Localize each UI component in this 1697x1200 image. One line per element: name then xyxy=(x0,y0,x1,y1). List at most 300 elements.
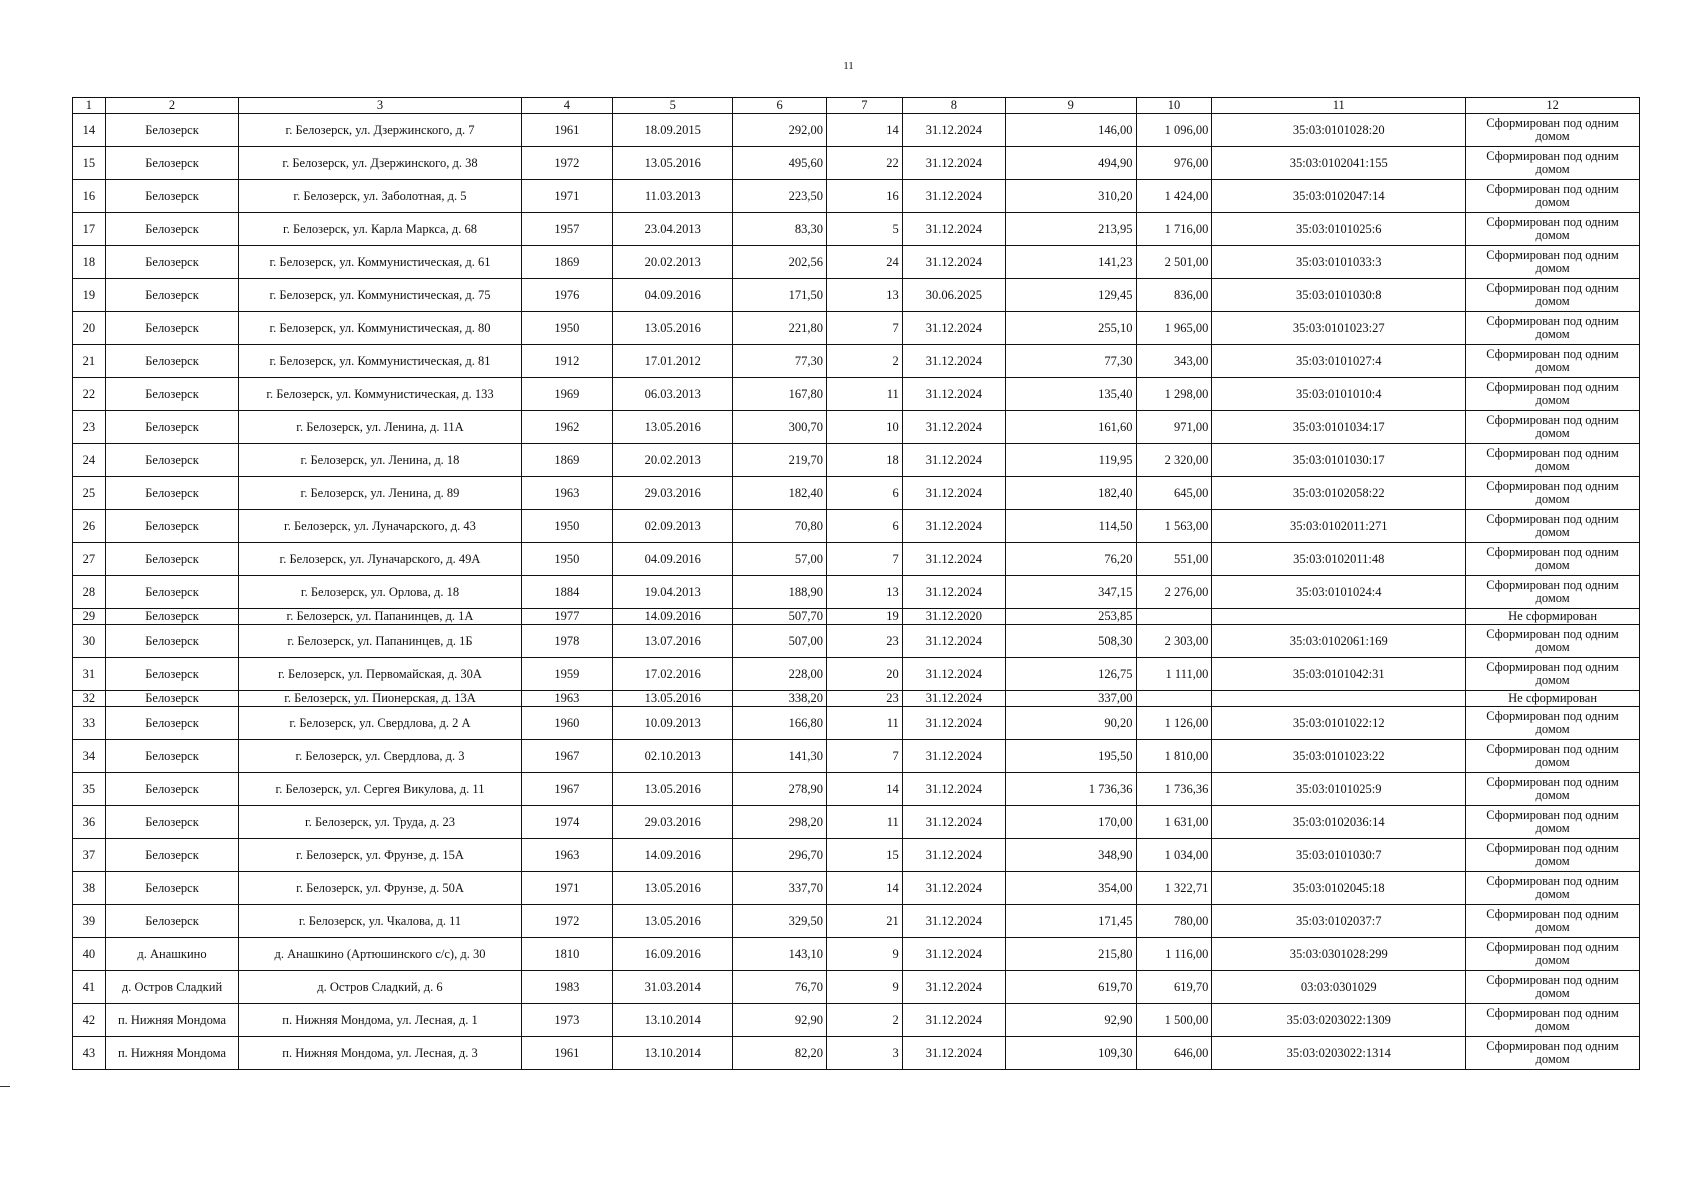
cadastral-number-cell: 35:03:0101010:4 xyxy=(1212,378,1466,411)
settlement-cell: Белозерск xyxy=(105,872,239,905)
housing-registry-table-container xyxy=(72,97,1640,1070)
cadastral-number-cell: 35:03:0101042:31 xyxy=(1212,658,1466,691)
column-header: 3 xyxy=(239,98,521,114)
row-number-cell: 21 xyxy=(73,345,106,378)
area-cell: 223,50 xyxy=(733,180,827,213)
date-cell: 17.01.2012 xyxy=(613,345,733,378)
value-cell: 77,30 xyxy=(1005,345,1136,378)
deadline-cell: 31.12.2024 xyxy=(902,510,1005,543)
date-cell: 13.05.2016 xyxy=(613,773,733,806)
address-cell: г. Белозерск, ул. Заболотная, д. 5 xyxy=(239,180,521,213)
address-cell: г. Белозерск, ул. Ленина, д. 18 xyxy=(239,444,521,477)
status-cell: Сформирован под одним домом xyxy=(1466,411,1640,444)
table-row xyxy=(73,444,1640,477)
status-cell: Сформирован под одним домом xyxy=(1466,510,1640,543)
address-cell: д. Остров Сладкий, д. 6 xyxy=(239,971,521,1004)
value-cell: 119,95 xyxy=(1005,444,1136,477)
deadline-cell: 31.12.2024 xyxy=(902,658,1005,691)
area-cell: 57,00 xyxy=(733,543,827,576)
year-cell: 1974 xyxy=(521,806,613,839)
count-cell: 18 xyxy=(826,444,902,477)
plot-area-cell xyxy=(1136,691,1212,707)
column-header: 11 xyxy=(1212,98,1466,114)
count-cell: 9 xyxy=(826,971,902,1004)
count-cell: 15 xyxy=(826,839,902,872)
value-cell: 337,00 xyxy=(1005,691,1136,707)
plot-area-cell: 1 096,00 xyxy=(1136,114,1212,147)
cadastral-number-cell: 35:03:0101024:4 xyxy=(1212,576,1466,609)
value-cell: 161,60 xyxy=(1005,411,1136,444)
area-cell: 300,70 xyxy=(733,411,827,444)
address-cell: г. Белозерск, ул. Коммунистическая, д. 75 xyxy=(239,279,521,312)
year-cell: 1967 xyxy=(521,740,613,773)
table-row xyxy=(73,773,1640,806)
column-header: 12 xyxy=(1466,98,1640,114)
settlement-cell: Белозерск xyxy=(105,839,239,872)
date-cell: 16.09.2016 xyxy=(613,938,733,971)
row-number-cell: 39 xyxy=(73,905,106,938)
date-cell: 31.03.2014 xyxy=(613,971,733,1004)
deadline-cell: 31.12.2024 xyxy=(902,345,1005,378)
count-cell: 11 xyxy=(826,707,902,740)
status-cell: Сформирован под одним домом xyxy=(1466,938,1640,971)
table-row xyxy=(73,114,1640,147)
value-cell: 494,90 xyxy=(1005,147,1136,180)
address-cell: п. Нижняя Мондома, ул. Лесная, д. 1 xyxy=(239,1004,521,1037)
cadastral-number-cell xyxy=(1212,609,1466,625)
value-cell: 170,00 xyxy=(1005,806,1136,839)
value-cell: 109,30 xyxy=(1005,1037,1136,1070)
plot-area-cell: 1 034,00 xyxy=(1136,839,1212,872)
settlement-cell: Белозерск xyxy=(105,510,239,543)
plot-area-cell: 971,00 xyxy=(1136,411,1212,444)
year-cell: 1962 xyxy=(521,411,613,444)
date-cell: 20.02.2013 xyxy=(613,246,733,279)
status-cell: Не сформирован xyxy=(1466,691,1640,707)
count-cell: 22 xyxy=(826,147,902,180)
table-row xyxy=(73,246,1640,279)
settlement-cell: Белозерск xyxy=(105,147,239,180)
value-cell: 310,20 xyxy=(1005,180,1136,213)
value-cell: 146,00 xyxy=(1005,114,1136,147)
table-row xyxy=(73,1037,1640,1070)
year-cell: 1972 xyxy=(521,905,613,938)
row-number-cell: 23 xyxy=(73,411,106,444)
address-cell: г. Белозерск, ул. Коммунистическая, д. 80 xyxy=(239,312,521,345)
deadline-cell: 31.12.2024 xyxy=(902,938,1005,971)
column-header: 7 xyxy=(826,98,902,114)
value-cell: 354,00 xyxy=(1005,872,1136,905)
row-number-cell: 28 xyxy=(73,576,106,609)
deadline-cell: 31.12.2024 xyxy=(902,114,1005,147)
date-cell: 04.09.2016 xyxy=(613,543,733,576)
area-cell: 166,80 xyxy=(733,707,827,740)
table-row xyxy=(73,180,1640,213)
status-cell: Сформирован под одним домом xyxy=(1466,114,1640,147)
table-row xyxy=(73,477,1640,510)
year-cell: 1950 xyxy=(521,543,613,576)
status-cell: Сформирован под одним домом xyxy=(1466,246,1640,279)
count-cell: 14 xyxy=(826,773,902,806)
deadline-cell: 31.12.2024 xyxy=(902,905,1005,938)
cadastral-number-cell: 35:03:0101030:17 xyxy=(1212,444,1466,477)
year-cell: 1810 xyxy=(521,938,613,971)
margin-mark xyxy=(0,1086,10,1087)
settlement-cell: Белозерск xyxy=(105,740,239,773)
column-header: 5 xyxy=(613,98,733,114)
status-cell: Сформирован под одним домом xyxy=(1466,773,1640,806)
date-cell: 02.09.2013 xyxy=(613,510,733,543)
address-cell: г. Белозерск, ул. Орлова, д. 18 xyxy=(239,576,521,609)
deadline-cell: 30.06.2025 xyxy=(902,279,1005,312)
count-cell: 7 xyxy=(826,312,902,345)
status-cell: Сформирован под одним домом xyxy=(1466,707,1640,740)
address-cell: г. Белозерск, ул. Папанинцев, д. 1Б xyxy=(239,625,521,658)
plot-area-cell: 646,00 xyxy=(1136,1037,1212,1070)
area-cell: 278,90 xyxy=(733,773,827,806)
plot-area-cell: 780,00 xyxy=(1136,905,1212,938)
address-cell: г. Белозерск, ул. Дзержинского, д. 38 xyxy=(239,147,521,180)
table-row xyxy=(73,625,1640,658)
plot-area-cell: 645,00 xyxy=(1136,477,1212,510)
date-cell: 14.09.2016 xyxy=(613,839,733,872)
cadastral-number-cell: 03:03:0301029 xyxy=(1212,971,1466,1004)
table-row xyxy=(73,971,1640,1004)
area-cell: 70,80 xyxy=(733,510,827,543)
header-row xyxy=(73,98,1640,114)
settlement-cell: Белозерск xyxy=(105,691,239,707)
cadastral-number-cell: 35:03:0101033:3 xyxy=(1212,246,1466,279)
status-cell: Сформирован под одним домом xyxy=(1466,971,1640,1004)
date-cell: 13.05.2016 xyxy=(613,147,733,180)
status-cell: Сформирован под одним домом xyxy=(1466,543,1640,576)
status-cell: Сформирован под одним домом xyxy=(1466,872,1640,905)
date-cell: 14.09.2016 xyxy=(613,609,733,625)
table-row xyxy=(73,658,1640,691)
status-cell: Сформирован под одним домом xyxy=(1466,1004,1640,1037)
deadline-cell: 31.12.2024 xyxy=(902,1037,1005,1070)
settlement-cell: д. Остров Сладкий xyxy=(105,971,239,1004)
settlement-cell: Белозерск xyxy=(105,378,239,411)
settlement-cell: Белозерск xyxy=(105,477,239,510)
column-header: 1 xyxy=(73,98,106,114)
table-row xyxy=(73,740,1640,773)
area-cell: 507,00 xyxy=(733,625,827,658)
status-cell: Сформирован под одним домом xyxy=(1466,180,1640,213)
deadline-cell: 31.12.2024 xyxy=(902,477,1005,510)
date-cell: 18.09.2015 xyxy=(613,114,733,147)
plot-area-cell: 2 276,00 xyxy=(1136,576,1212,609)
cadastral-number-cell: 35:03:0101025:9 xyxy=(1212,773,1466,806)
date-cell: 23.04.2013 xyxy=(613,213,733,246)
settlement-cell: Белозерск xyxy=(105,609,239,625)
cadastral-number-cell: 35:03:0203022:1309 xyxy=(1212,1004,1466,1037)
cadastral-number-cell: 35:03:0301028:299 xyxy=(1212,938,1466,971)
row-number-cell: 37 xyxy=(73,839,106,872)
address-cell: г. Белозерск, ул. Коммунистическая, д. 133 xyxy=(239,378,521,411)
date-cell: 06.03.2013 xyxy=(613,378,733,411)
date-cell: 02.10.2013 xyxy=(613,740,733,773)
deadline-cell: 31.12.2024 xyxy=(902,444,1005,477)
address-cell: г. Белозерск, ул. Карла Маркса, д. 68 xyxy=(239,213,521,246)
value-cell: 92,90 xyxy=(1005,1004,1136,1037)
area-cell: 143,10 xyxy=(733,938,827,971)
value-cell: 347,15 xyxy=(1005,576,1136,609)
area-cell: 228,00 xyxy=(733,658,827,691)
date-cell: 13.05.2016 xyxy=(613,905,733,938)
status-cell: Сформирован под одним домом xyxy=(1466,477,1640,510)
count-cell: 2 xyxy=(826,1004,902,1037)
row-number-cell: 33 xyxy=(73,707,106,740)
address-cell: г. Белозерск, ул. Первомайская, д. 30А xyxy=(239,658,521,691)
row-number-cell: 32 xyxy=(73,691,106,707)
area-cell: 76,70 xyxy=(733,971,827,1004)
status-cell: Сформирован под одним домом xyxy=(1466,312,1640,345)
value-cell: 135,40 xyxy=(1005,378,1136,411)
area-cell: 298,20 xyxy=(733,806,827,839)
area-cell: 329,50 xyxy=(733,905,827,938)
value-cell: 90,20 xyxy=(1005,707,1136,740)
row-number-cell: 42 xyxy=(73,1004,106,1037)
date-cell: 29.03.2016 xyxy=(613,477,733,510)
plot-area-cell: 1 322,71 xyxy=(1136,872,1212,905)
address-cell: г. Белозерск, ул. Свердлова, д. 3 xyxy=(239,740,521,773)
status-cell: Сформирован под одним домом xyxy=(1466,213,1640,246)
status-cell: Сформирован под одним домом xyxy=(1466,658,1640,691)
cadastral-number-cell: 35:03:0102058:22 xyxy=(1212,477,1466,510)
settlement-cell: п. Нижняя Мондома xyxy=(105,1004,239,1037)
value-cell: 255,10 xyxy=(1005,312,1136,345)
count-cell: 6 xyxy=(826,510,902,543)
row-number-cell: 27 xyxy=(73,543,106,576)
year-cell: 1971 xyxy=(521,872,613,905)
plot-area-cell: 1 116,00 xyxy=(1136,938,1212,971)
date-cell: 13.10.2014 xyxy=(613,1004,733,1037)
cadastral-number-cell: 35:03:0101030:7 xyxy=(1212,839,1466,872)
status-cell: Сформирован под одним домом xyxy=(1466,279,1640,312)
cadastral-number-cell: 35:03:0102011:48 xyxy=(1212,543,1466,576)
row-number-cell: 36 xyxy=(73,806,106,839)
table-row xyxy=(73,576,1640,609)
address-cell: г. Белозерск, ул. Пионерская, д. 13А xyxy=(239,691,521,707)
count-cell: 24 xyxy=(826,246,902,279)
address-cell: г. Белозерск, ул. Фрунзе, д. 50А xyxy=(239,872,521,905)
deadline-cell: 31.12.2024 xyxy=(902,740,1005,773)
address-cell: г. Белозерск, ул. Фрунзе, д. 15А xyxy=(239,839,521,872)
date-cell: 20.02.2013 xyxy=(613,444,733,477)
year-cell: 1978 xyxy=(521,625,613,658)
settlement-cell: Белозерск xyxy=(105,213,239,246)
settlement-cell: Белозерск xyxy=(105,411,239,444)
settlement-cell: Белозерск xyxy=(105,658,239,691)
settlement-cell: Белозерск xyxy=(105,345,239,378)
date-cell: 13.05.2016 xyxy=(613,411,733,444)
status-cell: Сформирован под одним домом xyxy=(1466,740,1640,773)
cadastral-number-cell: 35:03:0101027:4 xyxy=(1212,345,1466,378)
year-cell: 1950 xyxy=(521,312,613,345)
table-row xyxy=(73,411,1640,444)
area-cell: 83,30 xyxy=(733,213,827,246)
settlement-cell: Белозерск xyxy=(105,246,239,279)
deadline-cell: 31.12.2024 xyxy=(902,246,1005,279)
deadline-cell: 31.12.2024 xyxy=(902,312,1005,345)
row-number-cell: 41 xyxy=(73,971,106,1004)
deadline-cell: 31.12.2024 xyxy=(902,839,1005,872)
year-cell: 1973 xyxy=(521,1004,613,1037)
count-cell: 10 xyxy=(826,411,902,444)
area-cell: 77,30 xyxy=(733,345,827,378)
settlement-cell: Белозерск xyxy=(105,114,239,147)
settlement-cell: Белозерск xyxy=(105,806,239,839)
value-cell: 213,95 xyxy=(1005,213,1136,246)
year-cell: 1983 xyxy=(521,971,613,1004)
cadastral-number-cell: 35:03:0102037:7 xyxy=(1212,905,1466,938)
status-cell: Сформирован под одним домом xyxy=(1466,1037,1640,1070)
address-cell: г. Белозерск, ул. Сергея Викулова, д. 11 xyxy=(239,773,521,806)
housing-registry-table xyxy=(72,97,1640,1070)
status-cell: Сформирован под одним домом xyxy=(1466,625,1640,658)
value-cell: 508,30 xyxy=(1005,625,1136,658)
address-cell: г. Белозерск, ул. Луначарского, д. 43 xyxy=(239,510,521,543)
year-cell: 1977 xyxy=(521,609,613,625)
count-cell: 5 xyxy=(826,213,902,246)
plot-area-cell: 976,00 xyxy=(1136,147,1212,180)
area-cell: 167,80 xyxy=(733,378,827,411)
address-cell: г. Белозерск, ул. Свердлова, д. 2 А xyxy=(239,707,521,740)
area-cell: 219,70 xyxy=(733,444,827,477)
status-cell: Сформирован под одним домом xyxy=(1466,378,1640,411)
area-cell: 171,50 xyxy=(733,279,827,312)
area-cell: 92,90 xyxy=(733,1004,827,1037)
year-cell: 1961 xyxy=(521,114,613,147)
value-cell: 1 736,36 xyxy=(1005,773,1136,806)
value-cell: 619,70 xyxy=(1005,971,1136,1004)
status-cell: Сформирован под одним домом xyxy=(1466,905,1640,938)
count-cell: 16 xyxy=(826,180,902,213)
address-cell: г. Белозерск, ул. Коммунистическая, д. 61 xyxy=(239,246,521,279)
date-cell: 29.03.2016 xyxy=(613,806,733,839)
count-cell: 14 xyxy=(826,114,902,147)
address-cell: д. Анашкино (Артюшинского с/с), д. 30 xyxy=(239,938,521,971)
plot-area-cell: 1 298,00 xyxy=(1136,378,1212,411)
cadastral-number-cell xyxy=(1212,691,1466,707)
column-header: 10 xyxy=(1136,98,1212,114)
address-cell: г. Белозерск, ул. Коммунистическая, д. 81 xyxy=(239,345,521,378)
date-cell: 17.02.2016 xyxy=(613,658,733,691)
row-number-cell: 25 xyxy=(73,477,106,510)
area-cell: 82,20 xyxy=(733,1037,827,1070)
deadline-cell: 31.12.2024 xyxy=(902,691,1005,707)
deadline-cell: 31.12.2024 xyxy=(902,872,1005,905)
year-cell: 1961 xyxy=(521,1037,613,1070)
year-cell: 1971 xyxy=(521,180,613,213)
cadastral-number-cell: 35:03:0101028:20 xyxy=(1212,114,1466,147)
area-cell: 495,60 xyxy=(733,147,827,180)
row-number-cell: 35 xyxy=(73,773,106,806)
date-cell: 19.04.2013 xyxy=(613,576,733,609)
address-cell: г. Белозерск, ул. Ленина, д. 89 xyxy=(239,477,521,510)
count-cell: 21 xyxy=(826,905,902,938)
count-cell: 11 xyxy=(826,378,902,411)
plot-area-cell xyxy=(1136,609,1212,625)
deadline-cell: 31.12.2024 xyxy=(902,180,1005,213)
table-row xyxy=(73,609,1640,625)
count-cell: 9 xyxy=(826,938,902,971)
year-cell: 1957 xyxy=(521,213,613,246)
table-row xyxy=(73,213,1640,246)
plot-area-cell: 1 424,00 xyxy=(1136,180,1212,213)
row-number-cell: 29 xyxy=(73,609,106,625)
year-cell: 1960 xyxy=(521,707,613,740)
year-cell: 1967 xyxy=(521,773,613,806)
plot-area-cell: 1 810,00 xyxy=(1136,740,1212,773)
table-row xyxy=(73,806,1640,839)
plot-area-cell: 1 500,00 xyxy=(1136,1004,1212,1037)
settlement-cell: Белозерск xyxy=(105,543,239,576)
year-cell: 1950 xyxy=(521,510,613,543)
count-cell: 7 xyxy=(826,740,902,773)
deadline-cell: 31.12.2024 xyxy=(902,147,1005,180)
deadline-cell: 31.12.2024 xyxy=(902,213,1005,246)
plot-area-cell: 1 716,00 xyxy=(1136,213,1212,246)
year-cell: 1972 xyxy=(521,147,613,180)
area-cell: 188,90 xyxy=(733,576,827,609)
address-cell: г. Белозерск, ул. Дзержинского, д. 7 xyxy=(239,114,521,147)
settlement-cell: Белозерск xyxy=(105,180,239,213)
settlement-cell: Белозерск xyxy=(105,444,239,477)
row-number-cell: 34 xyxy=(73,740,106,773)
year-cell: 1912 xyxy=(521,345,613,378)
settlement-cell: Белозерск xyxy=(105,576,239,609)
deadline-cell: 31.12.2020 xyxy=(902,609,1005,625)
table-row xyxy=(73,147,1640,180)
cadastral-number-cell: 35:03:0102047:14 xyxy=(1212,180,1466,213)
deadline-cell: 31.12.2024 xyxy=(902,625,1005,658)
date-cell: 13.10.2014 xyxy=(613,1037,733,1070)
deadline-cell: 31.12.2024 xyxy=(902,806,1005,839)
cadastral-number-cell: 35:03:0101030:8 xyxy=(1212,279,1466,312)
table-row xyxy=(73,707,1640,740)
deadline-cell: 31.12.2024 xyxy=(902,1004,1005,1037)
deadline-cell: 31.12.2024 xyxy=(902,543,1005,576)
value-cell: 76,20 xyxy=(1005,543,1136,576)
plot-area-cell: 1 563,00 xyxy=(1136,510,1212,543)
table-row xyxy=(73,872,1640,905)
year-cell: 1884 xyxy=(521,576,613,609)
plot-area-cell: 2 501,00 xyxy=(1136,246,1212,279)
row-number-cell: 22 xyxy=(73,378,106,411)
column-header: 8 xyxy=(902,98,1005,114)
date-cell: 13.05.2016 xyxy=(613,872,733,905)
address-cell: г. Белозерск, ул. Луначарского, д. 49А xyxy=(239,543,521,576)
column-header: 4 xyxy=(521,98,613,114)
date-cell: 10.09.2013 xyxy=(613,707,733,740)
value-cell: 182,40 xyxy=(1005,477,1136,510)
value-cell: 195,50 xyxy=(1005,740,1136,773)
area-cell: 338,20 xyxy=(733,691,827,707)
column-header: 6 xyxy=(733,98,827,114)
count-cell: 19 xyxy=(826,609,902,625)
row-number-cell: 43 xyxy=(73,1037,106,1070)
cadastral-number-cell: 35:03:0101025:6 xyxy=(1212,213,1466,246)
count-cell: 11 xyxy=(826,806,902,839)
settlement-cell: Белозерск xyxy=(105,707,239,740)
settlement-cell: д. Анашкино xyxy=(105,938,239,971)
deadline-cell: 31.12.2024 xyxy=(902,773,1005,806)
cadastral-number-cell: 35:03:0101022:12 xyxy=(1212,707,1466,740)
settlement-cell: Белозерск xyxy=(105,625,239,658)
settlement-cell: Белозерск xyxy=(105,905,239,938)
